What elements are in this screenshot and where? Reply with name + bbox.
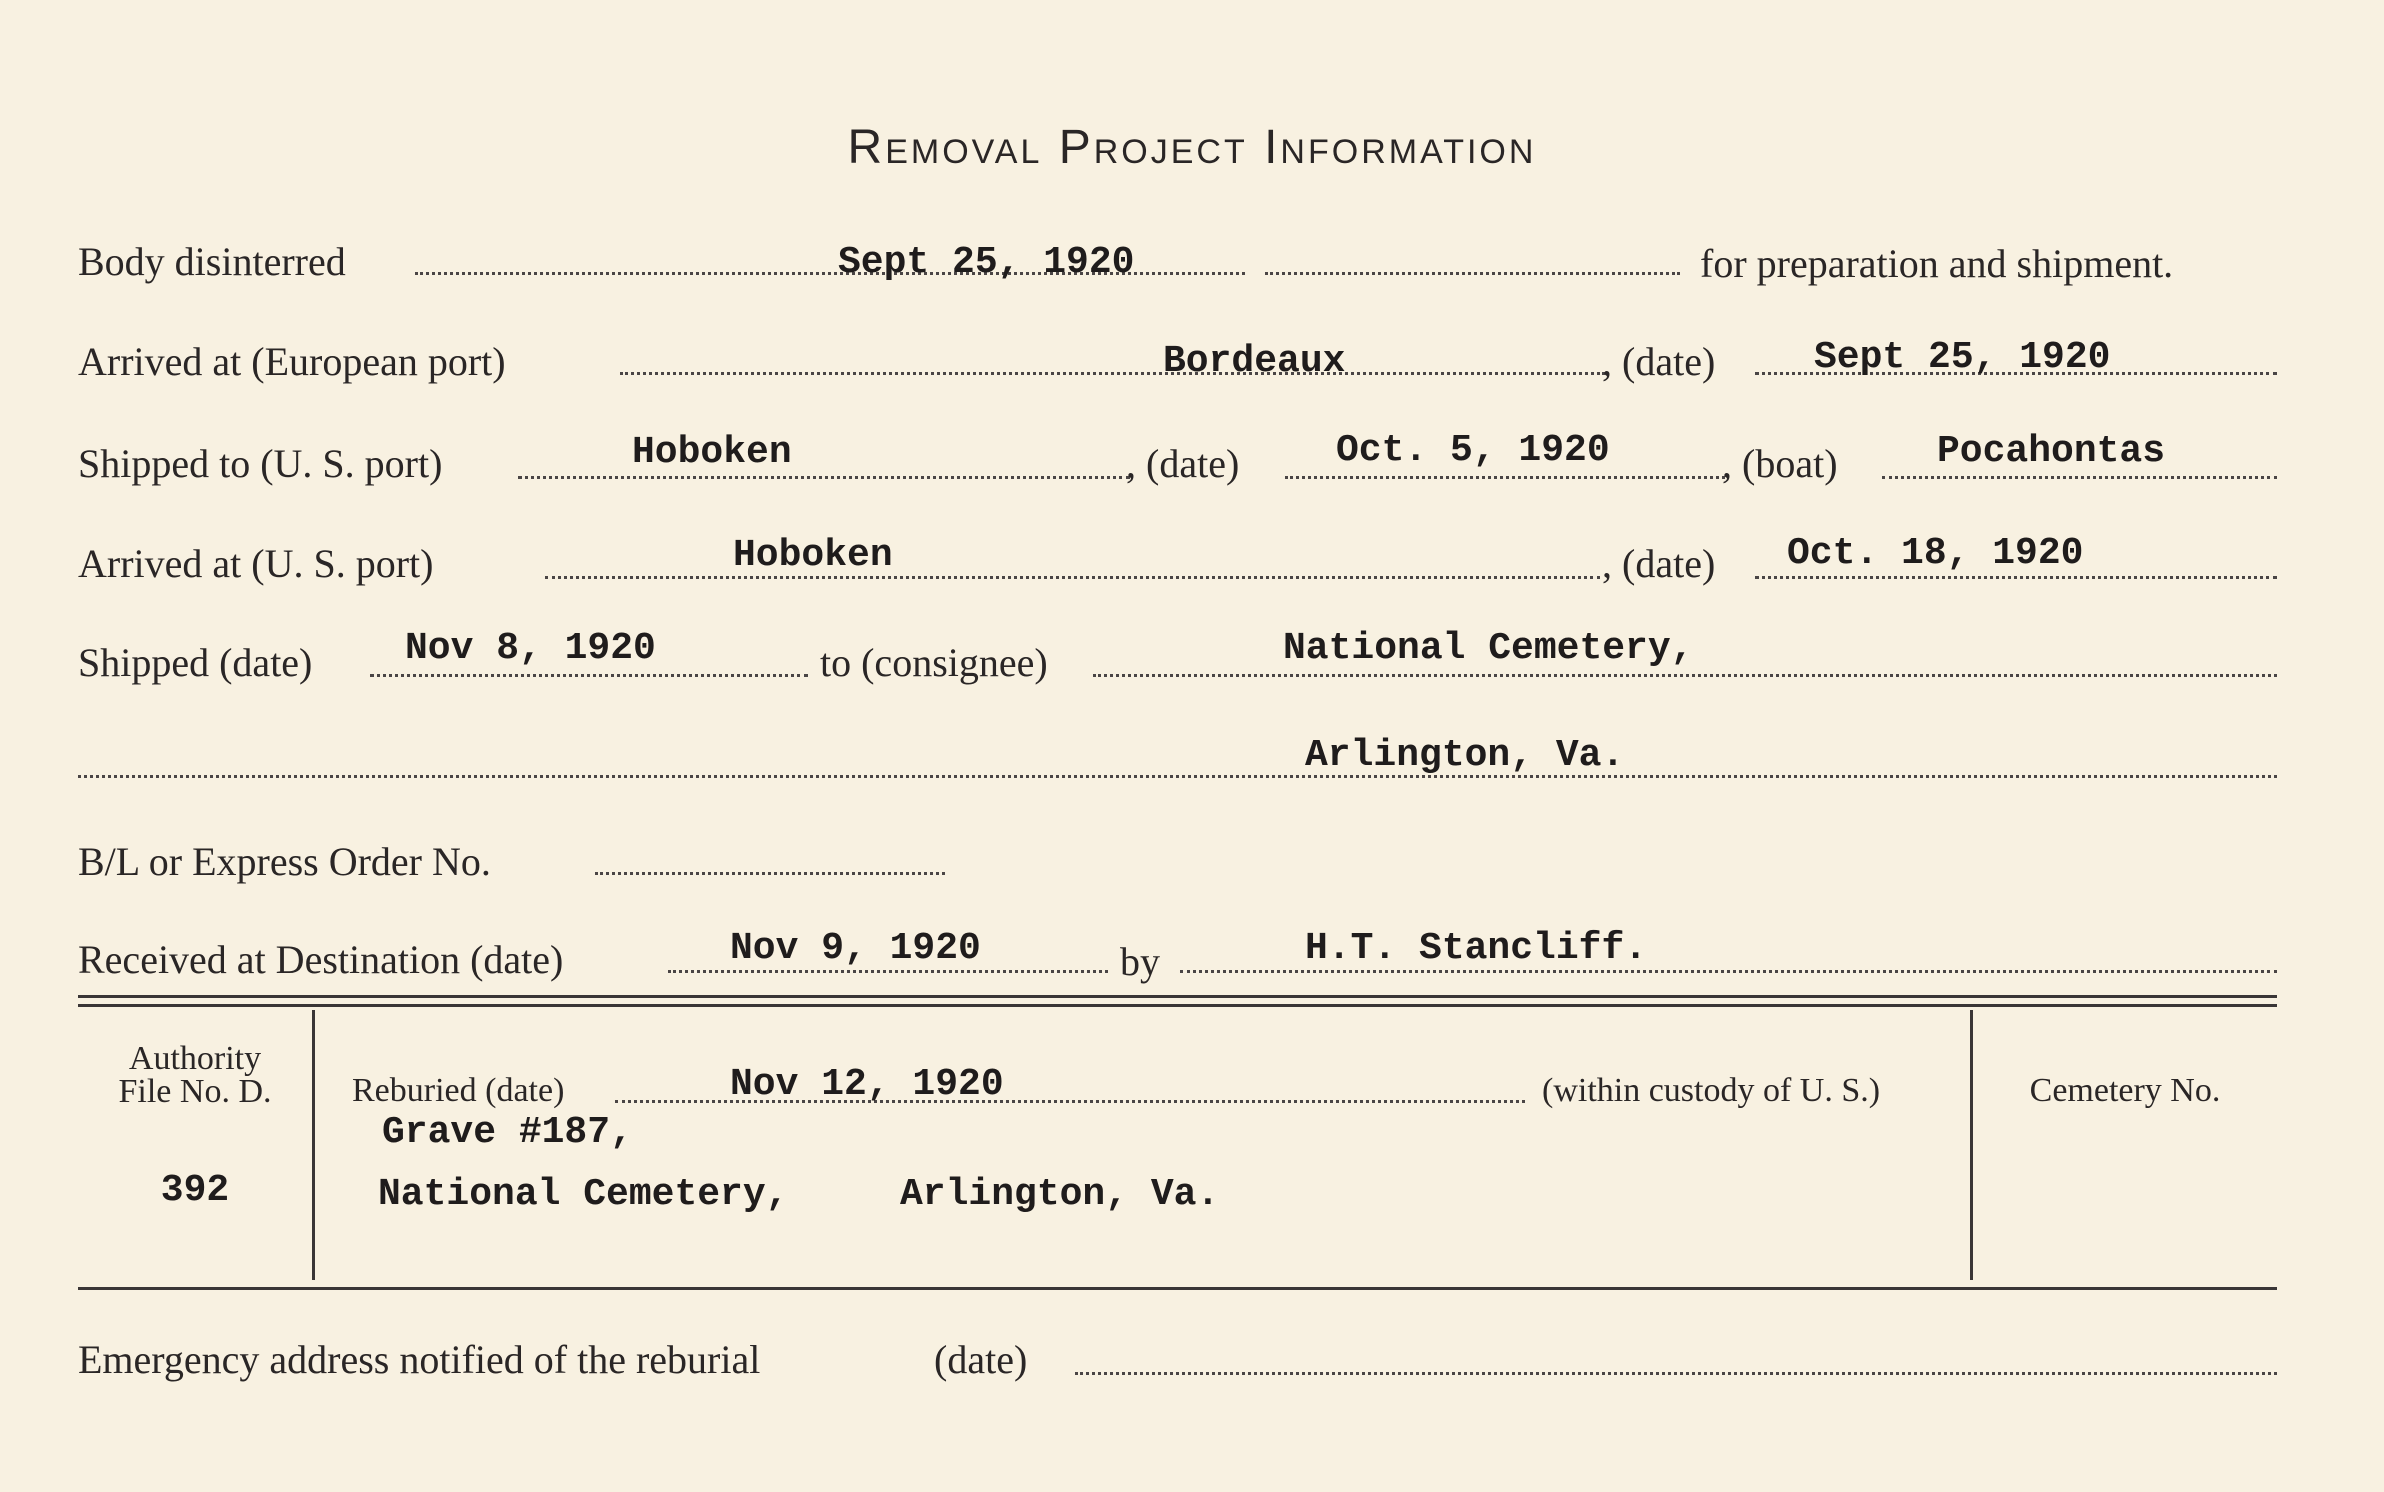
consignee-label: to (consignee): [820, 640, 1048, 685]
reburied-location-line1: Grave #187,: [382, 1111, 633, 1154]
authority-label-line2: File No. D.: [118, 1073, 272, 1110]
arrived-us-port: Hoboken: [733, 534, 893, 577]
consignee-line-1: [1093, 674, 2277, 677]
received-date-line: [668, 970, 1108, 973]
emergency-label: Emergency address notified of the reburial: [78, 1337, 761, 1382]
reburied-date: Nov 12, 1920: [730, 1063, 1004, 1106]
bl-order-label: B/L or Express Order No.: [78, 839, 491, 884]
shipped-to-port-line: [518, 476, 1130, 479]
shipped-to-date-label: , (date): [1126, 441, 1240, 486]
emergency-date-label: (date): [934, 1337, 1028, 1382]
emergency-date-line: [1075, 1372, 2277, 1375]
reburied-location-line3: Arlington, Va.: [900, 1173, 1220, 1216]
received-label: Received at Destination (date): [78, 937, 564, 982]
table-bottom-rule: [78, 1287, 2277, 1290]
shipped-to-date-line: [1285, 476, 1725, 479]
arrived-us-date-line: [1755, 576, 2277, 579]
table-top-rule-2: [78, 1004, 2277, 1007]
arrived-european-port: Bordeaux: [1163, 340, 1346, 383]
received-date: Nov 9, 1920: [730, 927, 981, 970]
reburied-suffix: (within custody of U. S.): [1542, 1072, 1881, 1109]
authority-label-line1: Authority: [128, 1040, 262, 1077]
table-top-rule-1: [78, 995, 2277, 998]
shipped-to-boat-line: [1882, 476, 2277, 479]
shipped-date-value: Nov 8, 1920: [405, 627, 656, 670]
arrived-us-port-line: [545, 576, 1600, 579]
bl-order-line: [595, 872, 945, 875]
body-disinterred-suffix: for preparation and shipment.: [1700, 241, 2174, 286]
shipped-to-date: Oct. 5, 1920: [1336, 429, 1610, 472]
shipped-to-boat-label: , (boat): [1722, 441, 1838, 486]
arrived-european-label: Arrived at (European port): [78, 339, 506, 384]
arrived-us-date: Oct. 18, 1920: [1787, 532, 2084, 575]
body-disinterred-value: Sept 25, 1920: [838, 241, 1135, 284]
reburied-location-line2: National Cemetery,: [378, 1173, 789, 1216]
table-divider-left: [312, 1010, 315, 1280]
arrived-european-date-label: , (date): [1602, 339, 1716, 384]
body-disinterred-label: Body disinterred: [78, 239, 346, 284]
authority-file-number: 392: [160, 1169, 230, 1212]
card-title: Removal Project Information: [847, 121, 1537, 174]
arrived-european-port-line: [620, 372, 1605, 375]
consignee-value-line1: National Cemetery,: [1283, 627, 1694, 670]
consignee-line-2: [78, 775, 2277, 778]
received-by-label: by: [1120, 939, 1160, 984]
reburied-label: Reburied (date): [352, 1072, 565, 1109]
arrived-european-date: Sept 25, 1920: [1814, 336, 2111, 379]
shipped-date-line: [370, 674, 808, 677]
table-divider-right: [1970, 1010, 1973, 1280]
shipped-to-label: Shipped to (U. S. port): [78, 441, 443, 486]
shipped-to-port: Hoboken: [632, 431, 792, 474]
received-by-line: [1180, 970, 2277, 973]
consignee-value-line2: Arlington, Va.: [1305, 734, 1625, 777]
body-disinterred-line-2: [1265, 272, 1680, 275]
arrived-us-label: Arrived at (U. S. port): [78, 541, 434, 586]
cemetery-no-label: Cemetery No.: [2029, 1072, 2221, 1109]
received-by: H.T. Stancliff.: [1305, 927, 1648, 970]
arrived-us-date-label: , (date): [1602, 541, 1716, 586]
shipped-to-boat: Pocahontas: [1937, 430, 2166, 473]
shipped-date-label: Shipped (date): [78, 640, 313, 685]
